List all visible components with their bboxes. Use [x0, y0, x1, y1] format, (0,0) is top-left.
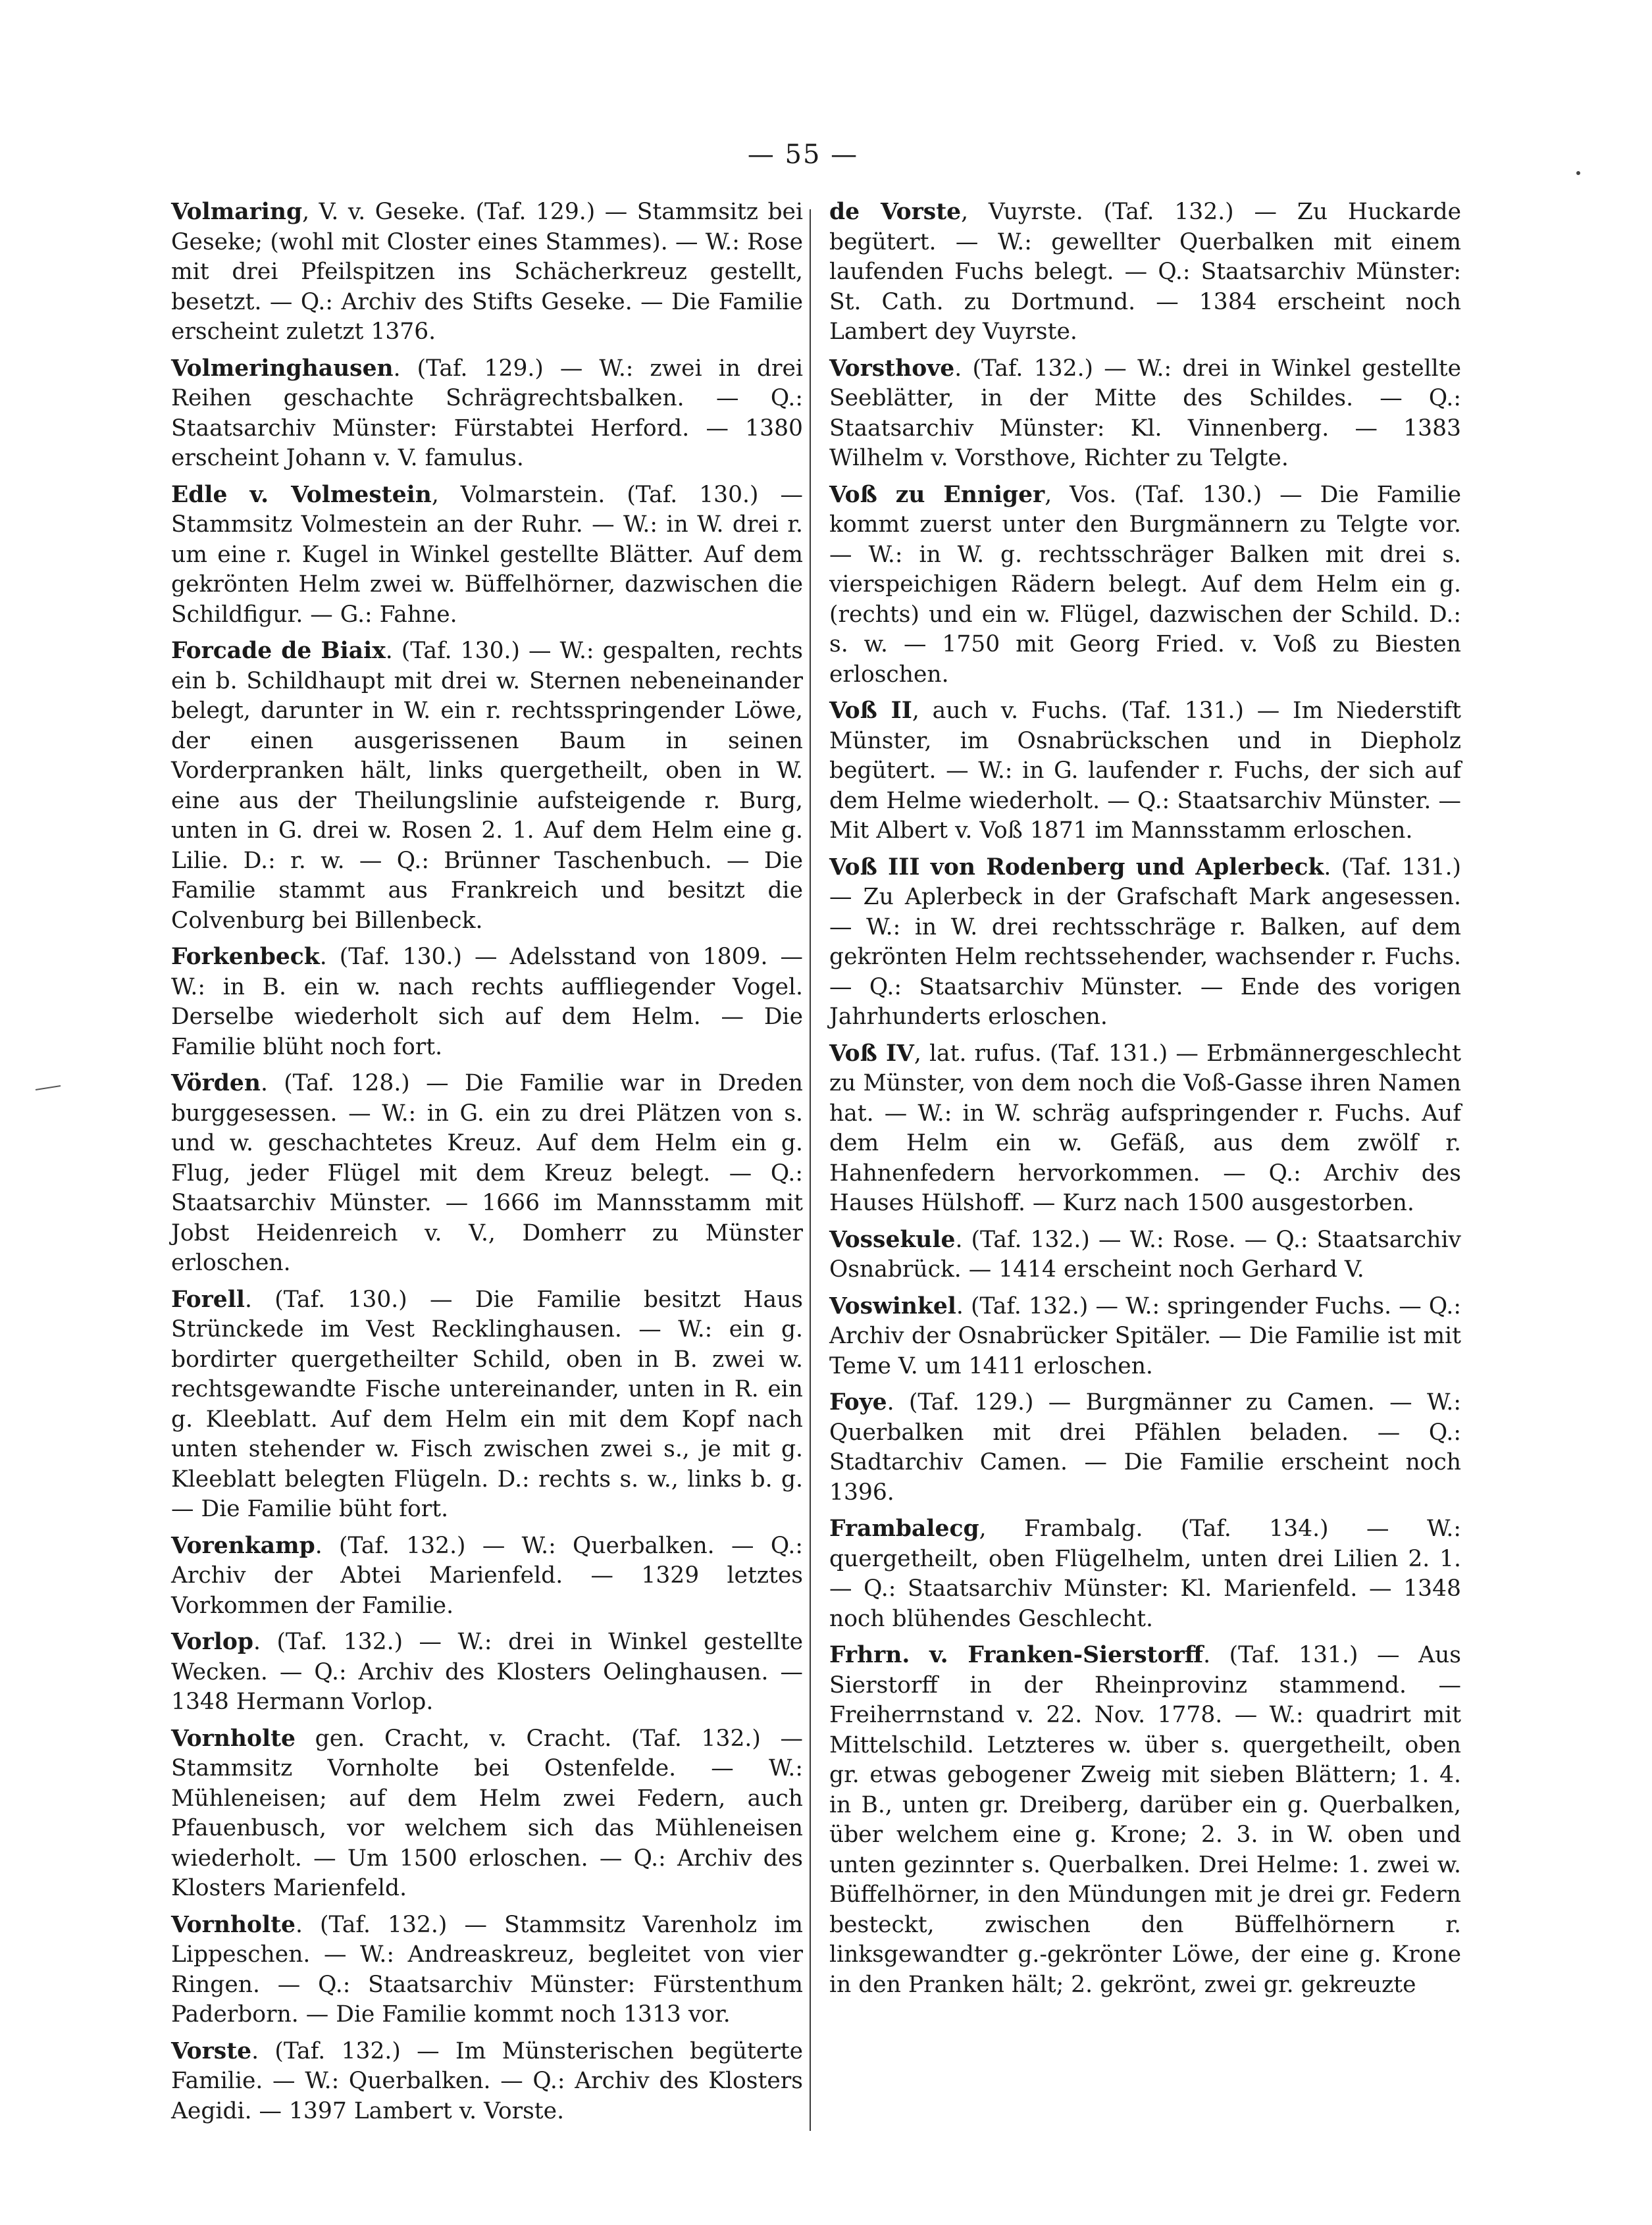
entry-text: , lat. rufus. (Taf. 131.) — Erbmännergeschlecht zu Münster, von dem noch die Voß-Gasse ihren Namen hat. — W.: in W. schräg aufspringender r. Fuchs. Auf dem Helm ein w. Gefäß, aus dem zwölf r. Hahnenfedern hervorkommen. — Q.: Archiv des Hauses Hülshoff. — Kurz nach 1500 ausgestorben. [829, 1040, 1461, 1216]
entry-text: . (Taf. 129.) — W.: zwei in drei Reihen geschachte Schrägrechtsbalken. — Q.: Staatsarchiv Münster: Fürstabtei Herford. — 1380 erscheint Johann v. V. famulus. [171, 355, 803, 471]
entry [171, 1069, 803, 1279]
entry [829, 1388, 1461, 1508]
entry-heading: Voß zu Enniger [829, 481, 1045, 508]
entry-text: , Volmarstein. (Taf. 130.) — Stammsitz Volmestein an der Ruhr. — W.: in W. drei r. um eine r. Kugel in Winkel gestellte Blätter. Auf dem gekrönten Helm zwei w. Büffelhörner, dazwischen die Schildfigur. — G.: Fahne. [171, 481, 803, 628]
entry-text: . (Taf. 132.) — Stammsitz Varenholz im Lippeschen. — W.: Andreaskreuz, begleitet von vier Ringen. — Q.: Staatsarchiv Münster: Fürstenthum Paderborn. — Die Familie kommt noch 1313 vor. [171, 1911, 803, 2028]
entry-text: . (Taf. 129.) — Burgmänner zu Camen. — W.: Querbalken mit drei Pfählen beladen. — Q.: Stadtarchiv Camen. — Die Familie erscheint noch 1396. [829, 1389, 1461, 1506]
entry-text: . (Taf. 131.) — Aus Sierstorff in der Rheinprovinz stammend. — Freiherrnstand v. 22. Nov. 1778. — W.: quadrirt mit Mittelschild. Letzteres w. über s. quergetheilt, oben gr. etwas gebogener Zweig mit sieben Blättern; 1. 4. in B., unten gr. Dreiberg, darüber ein g. Querbalken, über welchem eine g. Krone; 2. 3. in W. oben und unten gezinnter s. Querbalken. Drei Helme: 1. zwei w. Büffelhörner, in den Mündungen mit je drei gr. Federn besteckt, zwischen den Büffelhörnern r. linksgewandter g.-gekrönter Löwe, der eine g. Krone in den Pranken hält; 2. gekrönt, zwei gr. gekreuzte [829, 1642, 1461, 1998]
entry-heading: Vossekule [829, 1226, 956, 1253]
entry-text: . (Taf. 132.) — W.: drei in Winkel gestellte Seeblätter, in der Mitte des Schildes. — Q.: Staatsarchiv Münster: Kl. Vinnenberg. — 1383 Wilhelm v. Vorsthove, Richter zu Telgte. [829, 355, 1461, 471]
entry [171, 1910, 803, 2030]
entry-heading: Vörden [171, 1070, 261, 1096]
entry-heading: Voß IV [829, 1040, 914, 1067]
entry-text: . (Taf. 130.) — Die Familie besitzt Haus Strünckede im Vest Recklinghausen. — W.: ein g. bordirter quergetheilter Schild, oben in B. zwei w. rechtsgewandte Fische untereinander, unten in R. ein g. Kleeblatt. Auf dem Helm ein mit dem Kopf nach unten stehender w. Fisch zwischen zwei s., je mit g. Kleeblatt belegten Flügeln. D.: rechts s. w., links b. g. — Die Familie büht fort. [171, 1286, 803, 1522]
column-divider [810, 209, 811, 2131]
entry [829, 197, 1461, 347]
entry [171, 1627, 803, 1718]
entry-heading: de Vorste [829, 199, 962, 225]
entry-text: . (Taf. 132.) — W.: springender Fuchs. — Q.: Archiv der Osnabrücker Spitäler. — Die Familie ist mit Teme V. um 1411 erloschen. [829, 1292, 1461, 1379]
margin-dot [1576, 171, 1580, 175]
entry [171, 942, 803, 1062]
entry-heading: Volmeringhausen [171, 355, 394, 382]
entry-text: . (Taf. 130.) — W.: gespalten, rechts ein b. Schildhaupt mit drei w. Sternen nebeneinander belegt, darunter in W. ein r. rechtsspringender Löwe, der einen ausgerissenen Baum in seinen Vorderpranken hält, links quergetheilt, oben in W. eine aus der Theilungslinie aufsteigende r. Burg, unten in G. drei w. Rosen 2. 1. Auf dem Helm eine g. Lilie. D.: r. w. — Q.: Brünner Taschenbuch. — Die Familie stammt aus Frankreich und besitzt die Colvenburg bei Billenbeck. [171, 638, 803, 934]
entry-heading: Vorenkamp [171, 1532, 315, 1559]
entry-text: . (Taf. 132.) — W.: Rose. — Q.: Staatsarchiv Osnabrück. — 1414 erscheint noch Gerhard V. [829, 1226, 1461, 1283]
entry [829, 853, 1461, 1033]
entry-heading: Vorsthove [829, 355, 955, 382]
entry-heading: Voswinkel [829, 1292, 956, 1319]
entry-text: . (Taf. 128.) — Die Familie war in Dreden burggesessen. — W.: in G. ein zu drei Plätzen von s. und w. geschachtetes Kreuz. Auf dem Helm ein g. Flug, jeder Flügel mit dem Kreuz belegt. — Q.: Staatsarchiv Münster. — 1666 im Mannsstamm mit Jobst Heidenreich v. V., Domherr zu Münster erloschen. [171, 1070, 803, 1276]
entry-heading: Vornholte [171, 1725, 296, 1752]
entry [829, 696, 1461, 846]
entry-text: . (Taf. 132.) — W.: drei in Winkel gestellte Wecken. — Q.: Archiv des Klosters Oelinghausen. — 1348 Hermann Vorlop. [171, 1629, 803, 1715]
entry [171, 1724, 803, 1904]
right-column [829, 197, 1461, 2007]
entry-text: , Vos. (Taf. 130.) — Die Familie kommt zuerst unter den Burgmännern zu Telgte vor. — W.: in W. g. rechtsschräger Balken mit drei s. vierspeichigen Rädern belegt. Auf dem Helm ein g. (rechts) und ein w. Flügel, dazwischen der Schild. D.: s. w. — 1750 mit Georg Fried. v. Voß zu Biesten erloschen. [829, 481, 1462, 688]
entry [171, 480, 803, 630]
entry-heading: Vorste [171, 2037, 252, 2064]
entry [171, 354, 803, 474]
entry [829, 1514, 1461, 1634]
entry [829, 1039, 1461, 1219]
entry [829, 1225, 1461, 1285]
entry [829, 354, 1461, 474]
entry-heading: Frhrn. v. Franken-Sierstorff [829, 1642, 1204, 1668]
margin-pencil-mark [34, 1085, 63, 1091]
entry [171, 1285, 803, 1525]
page-number: — 55 — [747, 140, 859, 170]
entry [829, 480, 1461, 690]
entry-text: . (Taf. 131.) — Zu Aplerbeck in der Grafschaft Mark angesessen. — W.: in W. drei rechtsschräge r. Balken, auf dem gekrönten Helm rechtssehender, wachsender r. Fuchs. — Q.: Staatsarchiv Münster. — Ende des vorigen Jahrhunderts erloschen. [829, 854, 1461, 1030]
entry-text: . (Taf. 132.) — Im Münsterischen begüterte Familie. — W.: Querbalken. — Q.: Archiv des Klosters Aegidi. — 1397 Lambert v. Vorste. [171, 2037, 803, 2124]
entry-heading: Forell [171, 1286, 245, 1313]
entry-heading: Vorlop [171, 1629, 254, 1655]
entry-heading: Edle v. Volmestein [171, 481, 432, 508]
entry-heading: Voß III von Rodenberg und Aplerbeck [829, 854, 1324, 881]
entry [171, 2037, 803, 2127]
entry [171, 636, 803, 936]
entry-heading: Frambalecg [829, 1516, 979, 1542]
entry-text: . (Taf. 132.) — W.: Querbalken. — Q.: Archiv der Abtei Marienfeld. — 1329 letztes Vorkommen der Familie. [171, 1532, 803, 1619]
entry-heading: Forkenbeck [171, 944, 320, 970]
entry-heading: Voß II [829, 698, 912, 724]
left-column [171, 197, 803, 2133]
entry-heading: Volmaring [171, 199, 303, 225]
entry-text: . (Taf. 130.) — Adelsstand von 1809. — W.: in B. ein w. nach rechts auffliegender Vogel. Derselbe wiederholt sich auf dem Helm. — Die Familie blüht noch fort. [171, 944, 803, 1060]
entry-heading: Vornholte [171, 1911, 296, 1938]
entry-text: , Frambalg. (Taf. 134.) — W.: quergetheilt, oben Flügelhelm, unten drei Lilien 2. 1. — Q.: Staatsarchiv Münster: Kl. Marienfeld. — 1348 noch blühendes Geschlecht. [829, 1516, 1461, 1632]
entry [829, 1641, 1461, 2000]
entry-text: , V. v. Geseke. (Taf. 129.) — Stammsitz bei Geseke; (wohl mit Closter eines Stammes). — W.: Rose mit drei Pfeilspitzen ins Schächerkreuz gestellt, besetzt. — Q.: Archiv des Stifts Geseke. — Die Familie erscheint zuletzt 1376. [171, 199, 803, 345]
entry [171, 1531, 803, 1622]
entry-heading: Foye [829, 1389, 887, 1416]
entry-text: , Vuyrste. (Taf. 132.) — Zu Huckarde begütert. — W.: gewellter Querbalken mit einem laufenden Fuchs belegt. — Q.: Staatsarchiv Münster: St. Cath. zu Dortmund. — 1384 erscheint noch Lambert dey Vuyrste. [829, 199, 1461, 345]
entry-text: gen. Cracht, v. Cracht. (Taf. 132.) — Stammsitz Vornholte bei Ostenfelde. — W.: Mühleneisen; auf dem Helm zwei Federn, auch Pfauenbusch, vor welchem sich das Mühleneisen wiederholt. — Um 1500 erloschen. — Q.: Archiv des Klosters Marienfeld. [171, 1725, 803, 1901]
entry [829, 1292, 1461, 1382]
entry-text: , auch v. Fuchs. (Taf. 131.) — Im Niederstift Münster, im Osnabrückschen und in Diepholz begütert. — W.: in G. laufender r. Fuchs, der sich auf dem Helme wiederholt. — Q.: Staatsarchiv Münster. — Mit Albert v. Voß 1871 im Mannsstamm erloschen. [829, 698, 1461, 844]
entry-heading: Forcade de Biaix [171, 638, 386, 664]
entry [171, 197, 803, 347]
